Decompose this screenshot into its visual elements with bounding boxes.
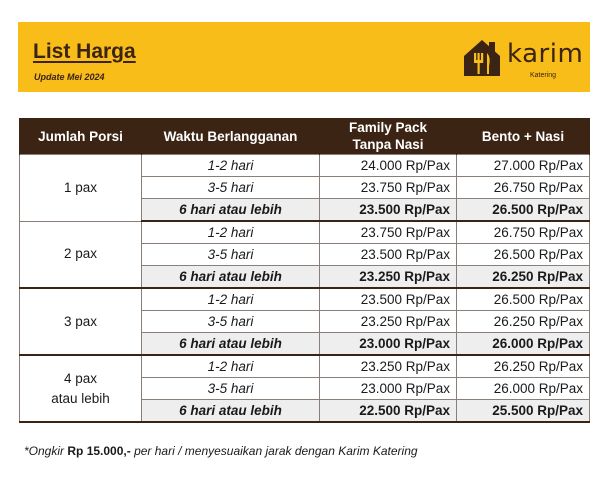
porsi-cell: 2 pax — [20, 221, 142, 288]
page-subtitle: Update Mei 2024 — [34, 72, 105, 82]
note-prefix: *Ongkir — [24, 444, 65, 458]
family-pack-price: 23.500 Rp/Pax — [320, 244, 457, 266]
shipping-note — [24, 444, 418, 458]
porsi-cell: 1 pax — [20, 155, 142, 222]
column-header: Waktu Berlangganan — [142, 118, 320, 155]
bento-price: 26.500 Rp/Pax — [457, 288, 590, 311]
bento-price: 26.750 Rp/Pax — [457, 221, 590, 244]
waktu-cell: 3-5 hari — [142, 244, 320, 266]
note-suffix: per hari / menyesuaikan jarak dengan Karim Katering — [134, 444, 418, 458]
family-pack-price: 24.000 Rp/Pax — [320, 155, 457, 177]
bento-price: 26.250 Rp/Pax — [457, 266, 590, 289]
column-header: Bento + Nasi — [457, 118, 590, 155]
porsi-cell: 3 pax — [20, 288, 142, 355]
family-pack-price: 23.500 Rp/Pax — [320, 199, 457, 222]
family-pack-price: 23.000 Rp/Pax — [320, 333, 457, 356]
bento-price: 26.250 Rp/Pax — [457, 355, 590, 378]
family-pack-price: 23.250 Rp/Pax — [320, 355, 457, 378]
family-pack-price: 23.750 Rp/Pax — [320, 177, 457, 199]
waktu-cell: 3-5 hari — [142, 177, 320, 199]
table-header-row — [20, 118, 590, 155]
price-table — [19, 118, 590, 423]
house-kitchen-icon — [460, 36, 504, 78]
bento-price: 26.500 Rp/Pax — [457, 244, 590, 266]
bento-price: 26.000 Rp/Pax — [457, 378, 590, 400]
column-header: Family Pack Tanpa Nasi — [320, 118, 457, 155]
note-amount: Rp 15.000,- — [67, 444, 131, 458]
table-row — [20, 288, 590, 311]
family-pack-price: 23.750 Rp/Pax — [320, 221, 457, 244]
bento-price: 26.250 Rp/Pax — [457, 311, 590, 333]
family-pack-price: 22.500 Rp/Pax — [320, 400, 457, 423]
table-row — [20, 221, 590, 244]
family-pack-price: 23.000 Rp/Pax — [320, 378, 457, 400]
waktu-cell: 1-2 hari — [142, 288, 320, 311]
waktu-cell: 3-5 hari — [142, 378, 320, 400]
table-row — [20, 355, 590, 378]
waktu-cell: 6 hari atau lebih — [142, 400, 320, 423]
waktu-cell: 1-2 hari — [142, 221, 320, 244]
waktu-cell: 6 hari atau lebih — [142, 266, 320, 289]
table-row — [20, 155, 590, 177]
waktu-cell: 6 hari atau lebih — [142, 333, 320, 356]
porsi-cell: 4 pax atau lebih — [20, 355, 142, 422]
waktu-cell: 1-2 hari — [142, 355, 320, 378]
family-pack-price: 23.250 Rp/Pax — [320, 311, 457, 333]
brand-name: karim — [507, 39, 584, 69]
page-title: List Harga — [33, 40, 136, 63]
header-banner — [18, 22, 590, 92]
brand-tagline: Katering — [530, 72, 557, 79]
waktu-cell: 1-2 hari — [142, 155, 320, 177]
bento-price: 26.500 Rp/Pax — [457, 199, 590, 222]
bento-price: 25.500 Rp/Pax — [457, 400, 590, 423]
family-pack-price: 23.250 Rp/Pax — [320, 266, 457, 289]
bento-price: 27.000 Rp/Pax — [457, 155, 590, 177]
waktu-cell: 3-5 hari — [142, 311, 320, 333]
waktu-cell: 6 hari atau lebih — [142, 199, 320, 222]
brand-logo — [460, 36, 584, 80]
bento-price: 26.000 Rp/Pax — [457, 333, 590, 356]
column-header: Jumlah Porsi — [20, 118, 142, 155]
family-pack-price: 23.500 Rp/Pax — [320, 288, 457, 311]
bento-price: 26.750 Rp/Pax — [457, 177, 590, 199]
